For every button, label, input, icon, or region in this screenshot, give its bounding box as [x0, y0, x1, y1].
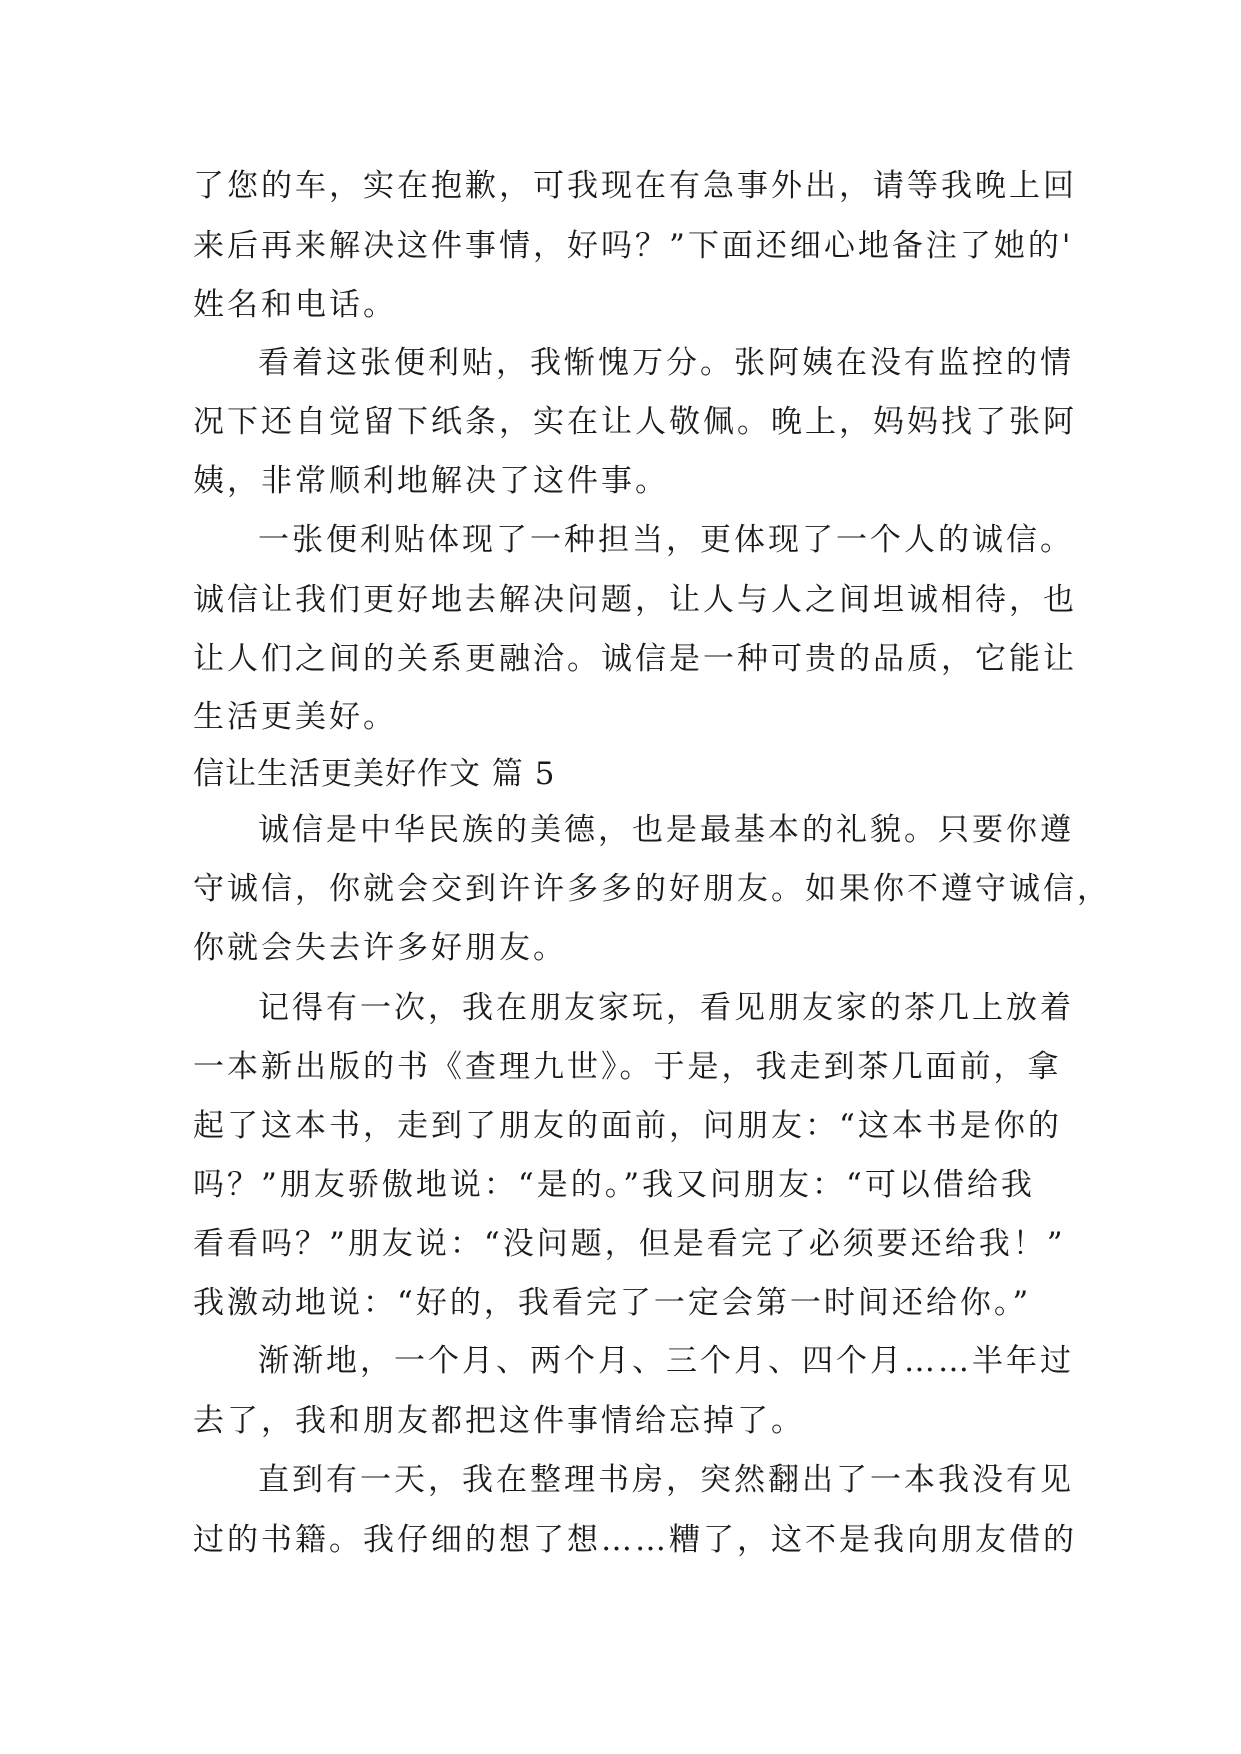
- text-line: 一张便利贴体现了一种担当，更体现了一个人的诚信。: [258, 522, 1074, 558]
- text-line: 生活更美好。: [193, 699, 397, 735]
- text-line: 诚信是中华民族的美德，也是最基本的礼貌。只要你遵: [258, 812, 1074, 848]
- text-line: 姨，非常顺利地解决了这件事。: [193, 463, 669, 499]
- text-line: 记得有一次，我在朋友家玩，看见朋友家的茶几上放着: [258, 990, 1074, 1026]
- text-line: 了您的车，实在抱歉，可我现在有急事外出，请等我晚上回: [193, 168, 1077, 204]
- text-line: 一本新出版的书《查理九世》。于是，我走到茶几面前，拿: [193, 1049, 1062, 1085]
- text-line: 起了这本书，走到了朋友的面前，问朋友：“这本书是你的: [193, 1108, 1062, 1144]
- text-line: 况下还自觉留下纸条，实在让人敬佩。晚上，妈妈找了张阿: [193, 404, 1077, 440]
- text-line: 过的书籍。我仔细的想了想……糟了，这不是我向朋友借的: [193, 1522, 1077, 1558]
- text-line: 看看吗？”朋友说：“没问题，但是看完了必须要还给我！”: [193, 1226, 1066, 1262]
- section-heading: 信让生活更美好作文 篇 5: [193, 756, 556, 792]
- text-line: 看着这张便利贴，我惭愧万分。张阿姨在没有监控的情: [258, 345, 1074, 381]
- text-line: 去了，我和朋友都把这件事情给忘掉了。: [193, 1403, 805, 1439]
- text-line: 吗？”朋友骄傲地说：“是的。”我又问朋友：“可以借给我: [193, 1167, 1035, 1203]
- text-line: 来后再来解决这件事情，好吗？”下面还细心地备注了她的': [193, 228, 1074, 264]
- text-line: 诚信让我们更好地去解决问题，让人与人之间坦诚相待，也: [193, 582, 1077, 618]
- text-line: 守诚信，你就会交到许许多多的好朋友。如果你不遵守诚信，: [193, 871, 1111, 907]
- text-line: 渐渐地，一个月、两个月、三个月、四个月……半年过: [258, 1343, 1074, 1379]
- text-line: 你就会失去许多好朋友。: [193, 930, 567, 966]
- text-line: 姓名和电话。: [193, 287, 397, 323]
- text-line: 让人们之间的关系更融洽。诚信是一种可贵的品质，它能让: [193, 641, 1077, 677]
- text-line: 我激动地说：“好的，我看完了一定会第一时间还给你。”: [193, 1285, 1032, 1321]
- text-line: 直到有一天，我在整理书房，突然翻出了一本我没有见: [258, 1462, 1074, 1498]
